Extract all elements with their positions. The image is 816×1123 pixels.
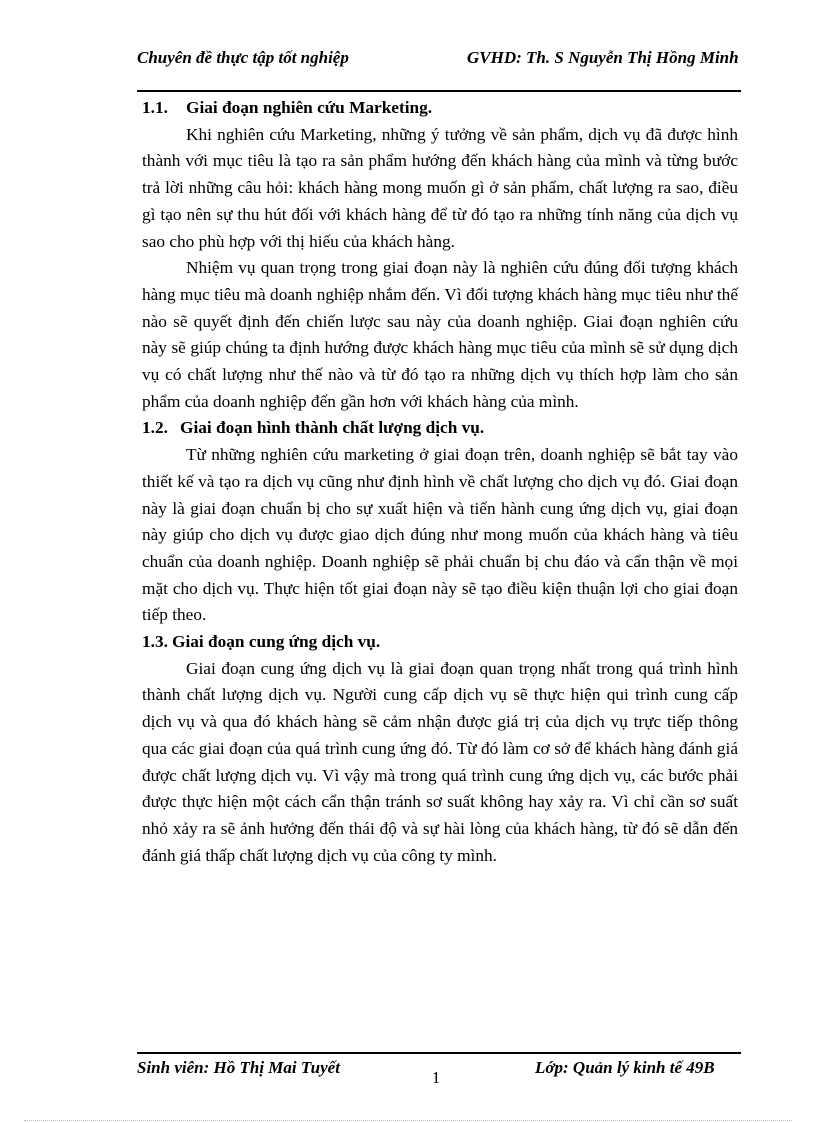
header-report-title: Chuyên đề thực tập tốt nghiệp	[137, 48, 349, 67]
footer-student-name: Sinh viên: Hồ Thị Mai Tuyết	[137, 1058, 340, 1077]
section-heading-1-2	[142, 415, 738, 442]
paragraph: Khi nghiên cứu Marketing, những ý tưởng về sản phẩm, dịch vụ đã được hình thành với mục tiêu là tạo ra sản phẩm hướng đến khách hàng của mình và từng bước trả lời những câu hỏi: khách hàng mong muốn gì ở sản phẩm, chất lượng ra sao, điều gì tạo nên sự thu hút đối với khách hàng để từ đó tạo ra những tính năng của dịch vụ sao cho phù hợp với thị hiếu của khách hàng.	[142, 124, 738, 251]
page-bottom-border	[24, 1120, 792, 1121]
paragraph: Từ những nghiên cứu marketing ở giai đoạn trên, doanh nghiệp sẽ bắt tay vào thiết kế và tạo ra dịch vụ cũng như định hình về chất lượng cho dịch vụ đó. Giai đoạn này là giai đoạn chuẩn bị cho sự xuất hiện và tiến hành cung ứng dịch vụ, giai đoạn này giúp cho dịch vụ được giao dịch đúng như mong muốn của khách hàng và tiêu chuẩn của doanh nghiệp. Doanh nghiệp sẽ phải chuẩn bị chu đáo và cẩn thận về mọi mặt cho dịch vụ. Thực hiện tốt giai đoạn này sẽ tạo điều kiện thuận lợi cho giai đoạn tiếp theo.	[142, 445, 738, 625]
header-divider	[137, 90, 741, 92]
page-header	[137, 44, 741, 92]
section-number: 1.2.	[142, 418, 168, 438]
section-heading-1-3	[142, 629, 738, 656]
section-heading-1-1	[142, 95, 738, 122]
section-number: 1.3.	[142, 632, 168, 652]
footer-divider	[137, 1052, 741, 1054]
page-number: 1	[431, 1068, 441, 1087]
section-title: Giai đoạn hình thành chất lượng dịch vụ.	[180, 418, 485, 438]
paragraph: Giai đoạn cung ứng dịch vụ là giai đoạn quan trọng nhất trong quá trình hình thành chất lượng dịch vụ. Người cung cấp dịch vụ sẽ thực hiện qui trình cung cấp dịch vụ và qua đó khách hàng sẽ cảm nhận được giá trị của dịch vụ trực tiếp thông qua các giai đoạn của quá trình cung ứng đó. Từ đó làm cơ sở để khách hàng đánh giá được chất lượng dịch vụ. Vì vậy mà trong quá trình cung ứng dịch vụ, các bước phải được thực hiện một cách cẩn thận tránh sơ suất không hay xảy ra. Vì chỉ cần sơ suất nhỏ xảy ra sẽ ảnh hưởng đến thái độ và sự hài lòng của khách hàng, từ đó sẽ dẫn đến đánh giá thấp chất lượng dịch vụ của công ty mình.	[142, 658, 738, 865]
section-title: Giai đoạn nghiên cứu Marketing.	[186, 98, 433, 117]
main-content	[142, 95, 738, 869]
paragraph: Nhiệm vụ quan trọng trong giai đoạn này là nghiên cứu đúng đối tượng khách hàng mục tiêu mà doanh nghiệp nhắm đến. Vì đối tượng khách hàng mục tiêu như thế nào sẽ quyết định đến chiến lược sau này của doanh nghiệp. Giai đoạn nghiên cứu này sẽ giúp chúng ta định hướng được khách hàng mục tiêu của mình sẽ sử dụng dịch vụ có chất lượng như thế nào và từ đó tạo ra những dịch vụ thích hợp làm cho sản phẩm của doanh nghiệp đến gần hơn với khách hàng của mình.	[142, 258, 738, 411]
section-title: Giai đoạn cung ứng dịch vụ.	[172, 632, 381, 652]
section-number: 1.1.	[142, 98, 168, 117]
footer-class-name: Lớp: Quản lý kinh tế 49B	[535, 1058, 715, 1077]
header-supervisor: GVHD: Th. S Nguyễn Thị Hồng Minh	[467, 48, 739, 67]
